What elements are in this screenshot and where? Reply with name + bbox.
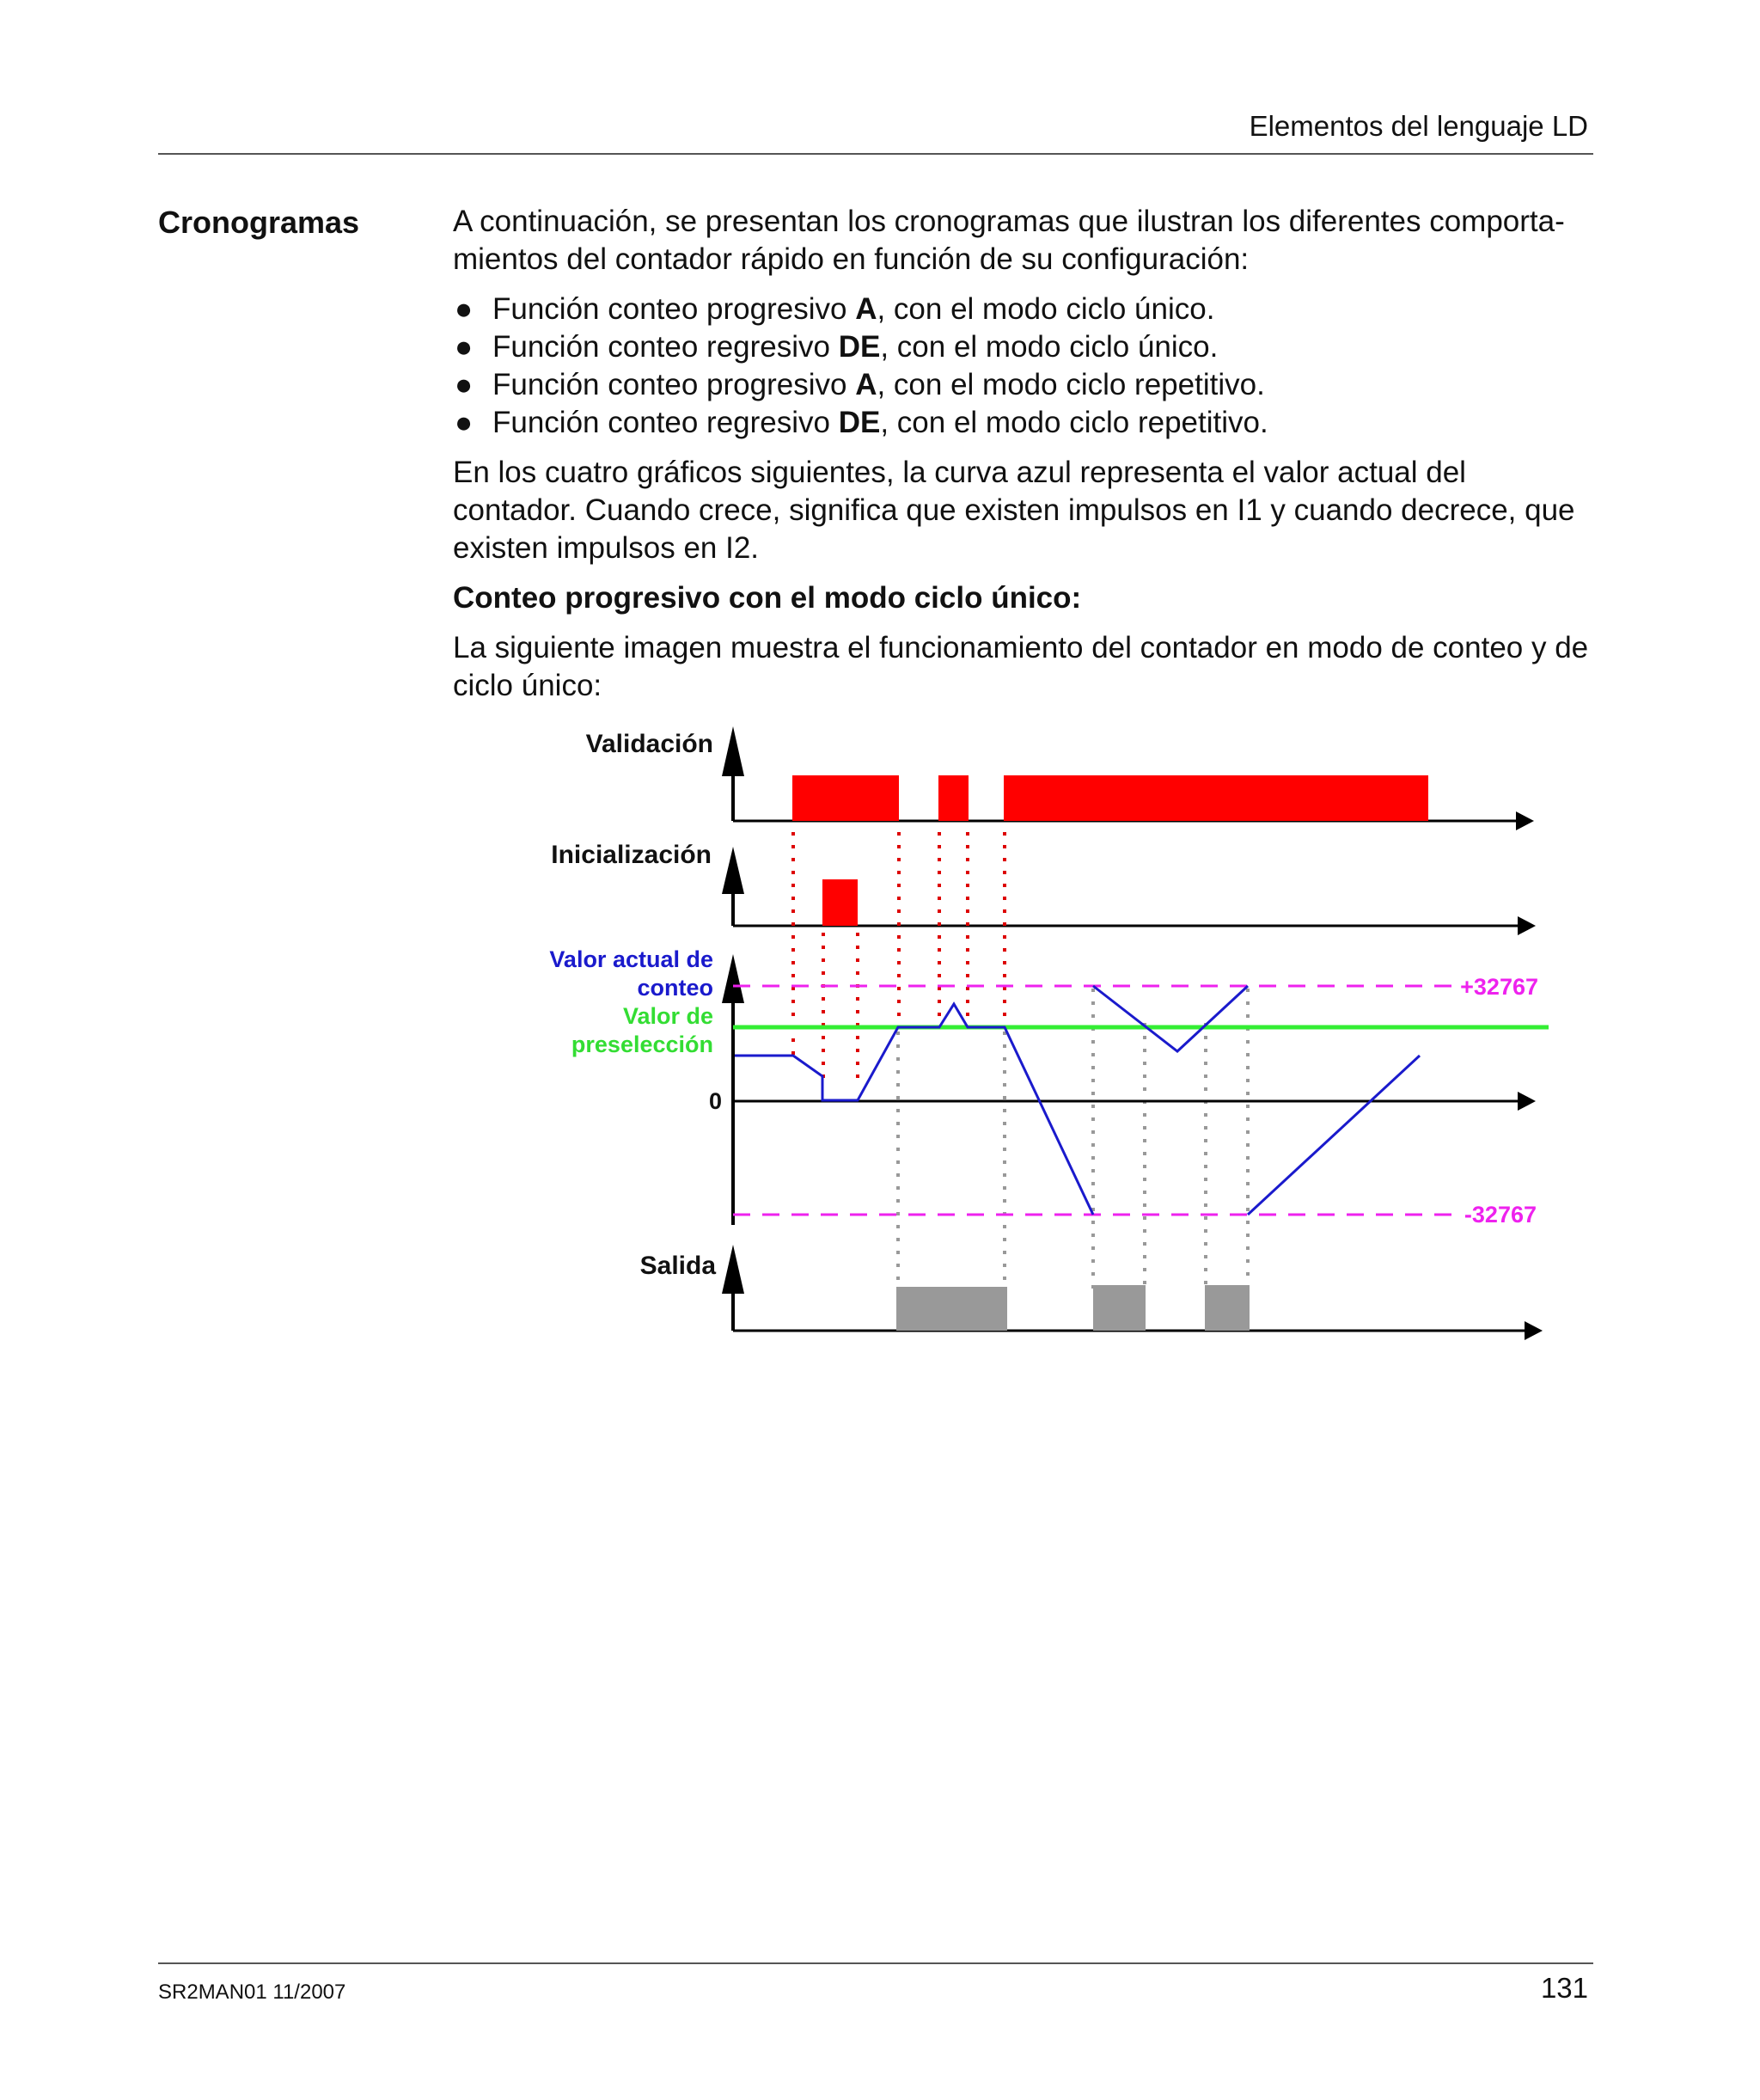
validacion-y-arrow	[722, 726, 744, 776]
salida-x-arrow	[1525, 1321, 1543, 1340]
label-validacion: Validación	[585, 730, 713, 758]
salida-pulse	[1093, 1285, 1146, 1331]
bullet-icon: ●	[455, 368, 474, 401]
counter-curve-2	[1093, 986, 1248, 1051]
label-valor-actual: Valor actual de	[549, 946, 713, 972]
salida-pulse	[896, 1287, 1007, 1331]
bullet-item: ● Función conteo regresivo DE, con el modo ciclo repetitivo.	[453, 404, 1596, 442]
footer-rule	[158, 1962, 1593, 1964]
bullet-icon: ●	[455, 406, 474, 439]
label-salida: Salida	[639, 1252, 716, 1280]
inicializacion-pulse	[822, 879, 858, 926]
section-heading: Cronogramas	[158, 205, 360, 240]
label-max: +32767	[1460, 974, 1538, 1000]
label-preseleccion-2: preselección	[571, 1032, 713, 1057]
page-number: 131	[1540, 1972, 1588, 2004]
bullet-item: ● Función conteo progresivo A, con el modo ciclo único.	[453, 291, 1596, 328]
bullet-item: ● Función conteo regresivo DE, con el modo ciclo único.	[453, 328, 1596, 366]
label-valor-actual-2: conteo	[637, 975, 713, 1001]
label-min: -32767	[1464, 1202, 1537, 1228]
bullet-item: ● Función conteo progresivo A, con el modo ciclo repetitivo.	[453, 366, 1596, 404]
paragraph-2: En los cuatro gráficos siguientes, la curva azul representa el valor actual del contador. Cuando crece, significa que existen impulsos en I1 y cuando decrece, que existen impulsos en I2.	[453, 456, 1575, 565]
counter-curve-3	[1248, 1056, 1420, 1215]
inicializacion-y-arrow	[722, 847, 744, 894]
intro-paragraph: A continuación, se presentan los cronogramas que ilustran los diferentes comporta-mientos del contador rápido en función de su configuración:	[453, 205, 1565, 276]
label-inicializacion: Inicialización	[551, 841, 712, 869]
doc-reference: SR2MAN01 11/2007	[158, 1981, 346, 2004]
inicializacion-x-arrow	[1518, 916, 1536, 935]
bullet-icon: ●	[455, 292, 474, 326]
paragraph-3: La siguiente imagen muestra el funcionamiento del contador en modo de conteo y de ciclo único:	[453, 631, 1589, 702]
validacion-pulse	[938, 775, 969, 821]
bullet-icon: ●	[455, 330, 474, 364]
counter-y-arrow	[722, 954, 744, 1003]
validacion-x-arrow	[1516, 811, 1534, 830]
validacion-pulse	[1004, 775, 1428, 821]
subheading: Conteo progresivo con el modo ciclo único:	[453, 581, 1082, 615]
counter-curve	[735, 1004, 1093, 1215]
label-preseleccion: Valor de	[622, 1003, 713, 1029]
salida-y-arrow	[722, 1245, 744, 1294]
header-title: Elementos del lenguaje LD	[1249, 110, 1588, 142]
validacion-pulse	[792, 775, 899, 821]
label-zero: 0	[708, 1088, 722, 1114]
salida-pulse	[1205, 1285, 1250, 1331]
counter-x-arrow	[1518, 1092, 1536, 1111]
